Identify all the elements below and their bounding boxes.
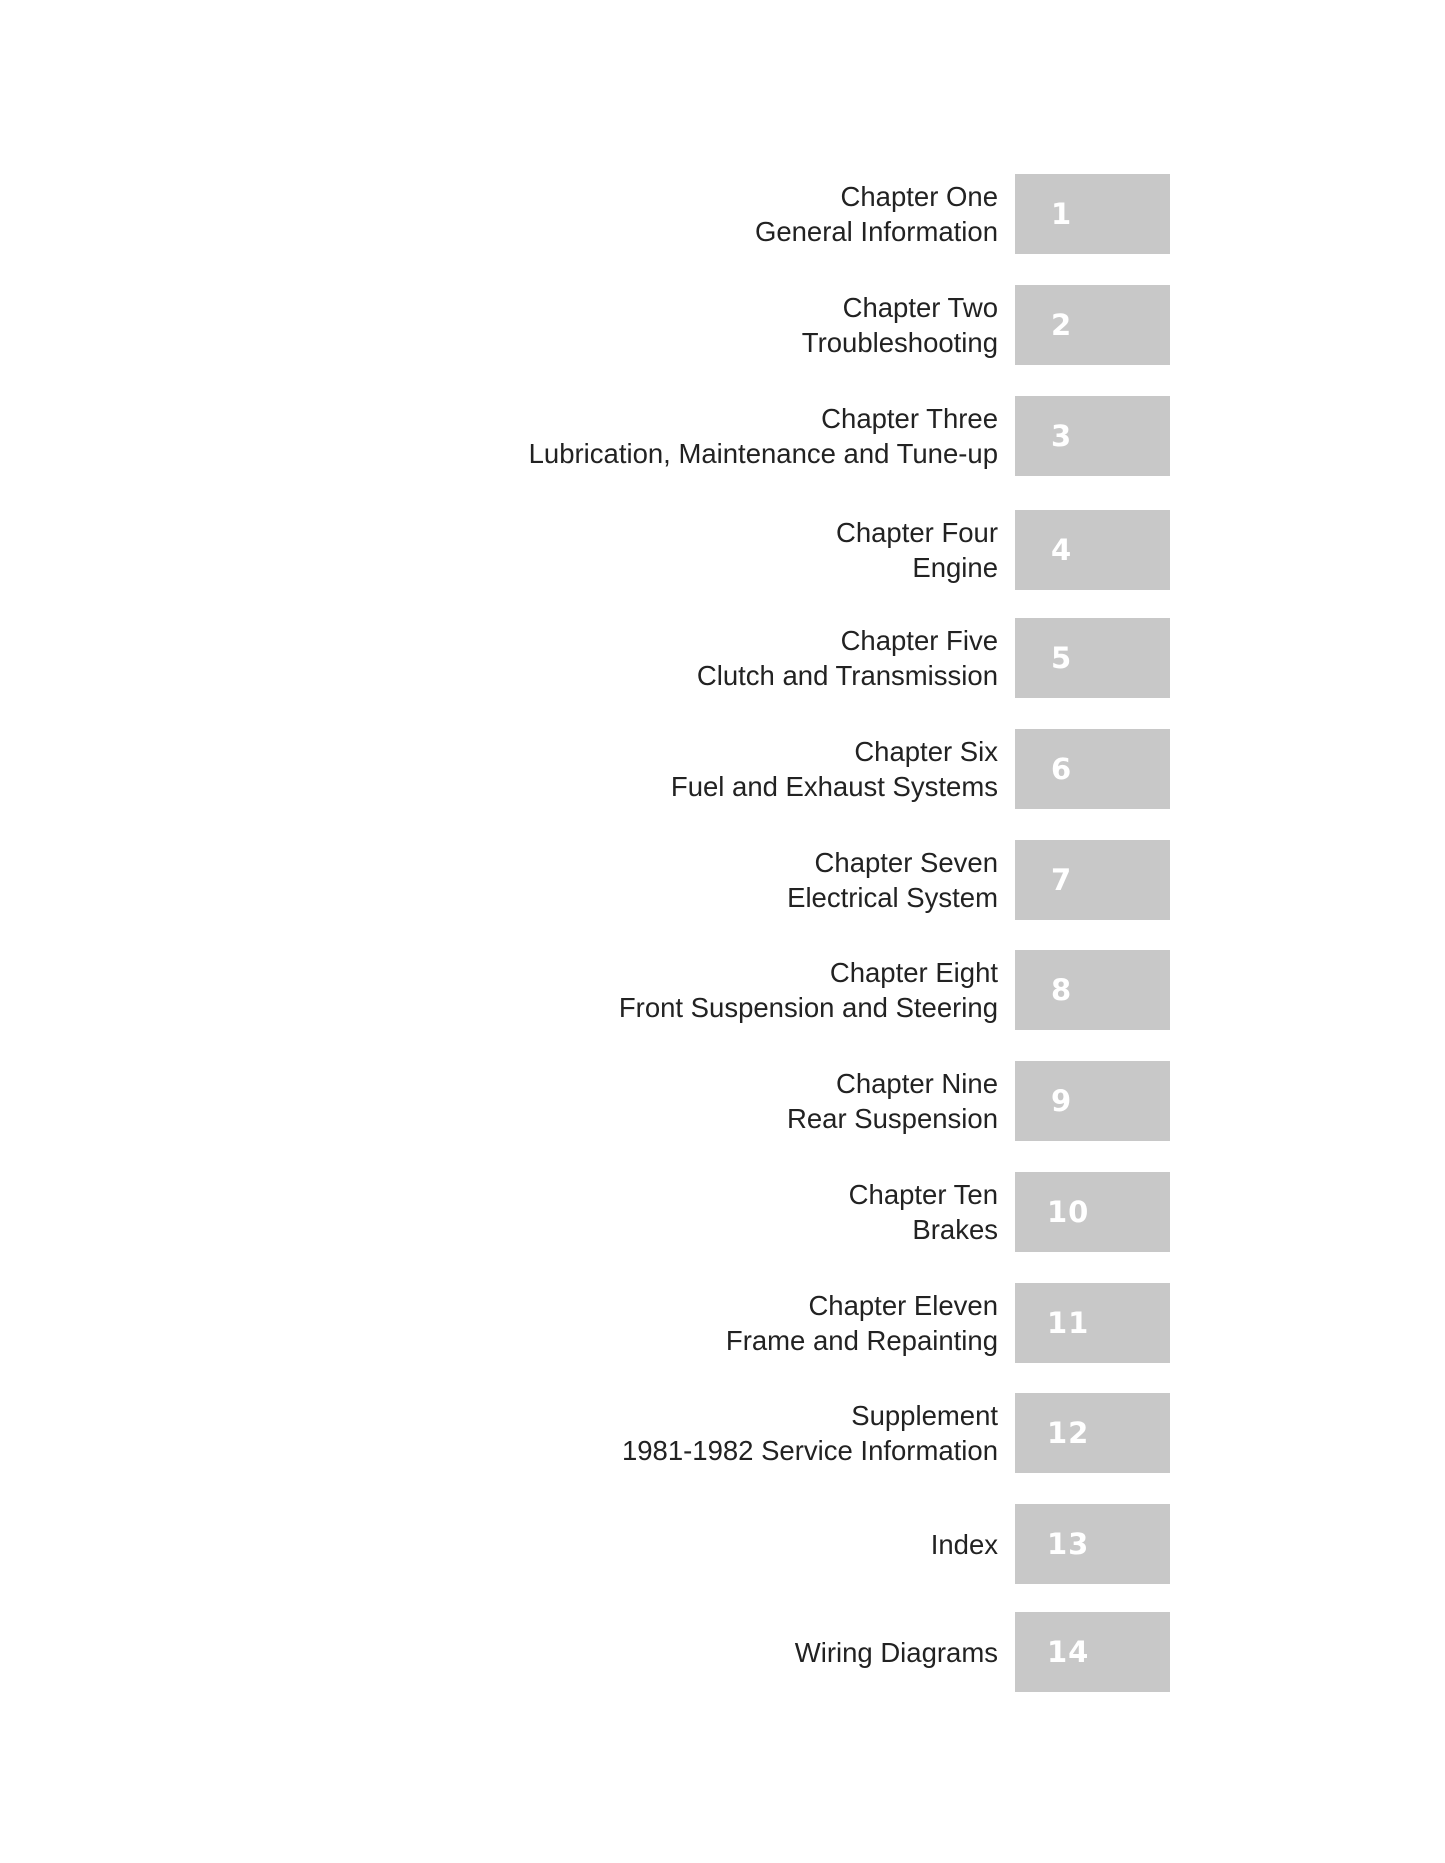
entry-labels — [529, 396, 998, 476]
entry-labels — [619, 950, 998, 1030]
chapter-title: Lubrication, Maintenance and Tune-up — [528, 438, 998, 469]
tab-number: 14 — [1047, 1635, 1090, 1669]
toc-entry-chapter-one[interactable] — [0, 174, 1445, 254]
chapter-tab-7[interactable] — [1015, 840, 1170, 920]
chapter-tab-5[interactable] — [1015, 618, 1170, 698]
chapter-title: General Information — [754, 216, 998, 247]
entry-labels — [726, 1283, 998, 1363]
chapter-tab-11[interactable] — [1015, 1283, 1170, 1363]
toc-entry-chapter-two[interactable] — [0, 285, 1445, 365]
toc-entry-chapter-six[interactable] — [0, 729, 1445, 809]
chapter-label: Chapter Three — [821, 403, 998, 434]
entry-labels — [931, 1504, 998, 1584]
chapter-title: Front Suspension and Steering — [618, 992, 998, 1023]
tab-number: 8 — [1051, 973, 1073, 1007]
chapter-tab-3[interactable] — [1015, 396, 1170, 476]
tab-number: 3 — [1051, 419, 1073, 453]
entry-labels — [671, 729, 998, 809]
toc-entry-index[interactable] — [0, 1504, 1445, 1584]
toc-entry-wiring-diagrams[interactable] — [0, 1612, 1445, 1692]
entry-labels — [787, 1061, 998, 1141]
tab-number: 1 — [1051, 197, 1073, 231]
entry-labels — [802, 285, 998, 365]
chapter-title: Frame and Repainting — [725, 1325, 998, 1356]
chapter-tab-12[interactable] — [1015, 1393, 1170, 1473]
toc-entry-chapter-eleven[interactable] — [0, 1283, 1445, 1363]
toc-entry-chapter-five[interactable] — [0, 618, 1445, 698]
chapter-label: Chapter Two — [842, 292, 998, 323]
chapter-label: Supplement — [851, 1400, 998, 1431]
chapter-title: Troubleshooting — [801, 327, 998, 358]
chapter-label: Chapter Nine — [835, 1068, 998, 1099]
toc-entry-chapter-three[interactable] — [0, 396, 1445, 476]
tab-number: 2 — [1051, 308, 1073, 342]
tab-number: 9 — [1051, 1084, 1073, 1118]
chapter-title: Engine — [912, 552, 998, 583]
tab-number: 6 — [1051, 752, 1073, 786]
tab-number: 12 — [1047, 1416, 1090, 1450]
chapter-label: Chapter Eleven — [808, 1290, 998, 1321]
tab-number: 10 — [1047, 1195, 1090, 1229]
chapter-title: Brakes — [912, 1214, 998, 1245]
entry-labels — [755, 174, 998, 254]
chapter-tab-13[interactable] — [1015, 1504, 1170, 1584]
chapter-title: Fuel and Exhaust Systems — [670, 771, 998, 802]
entry-labels — [795, 1612, 998, 1692]
tab-number: 4 — [1051, 533, 1073, 567]
chapter-title: Clutch and Transmission — [696, 660, 998, 691]
toc-entry-chapter-nine[interactable] — [0, 1061, 1445, 1141]
entry-labels — [697, 618, 998, 698]
toc-entry-chapter-eight[interactable] — [0, 950, 1445, 1030]
entry-labels — [622, 1393, 998, 1473]
tab-number: 13 — [1047, 1527, 1090, 1561]
chapter-tab-4[interactable] — [1015, 510, 1170, 590]
tab-number: 11 — [1047, 1306, 1090, 1340]
toc-entry-chapter-four[interactable] — [0, 510, 1445, 590]
tab-number: 7 — [1051, 863, 1073, 897]
toc-entry-supplement[interactable] — [0, 1393, 1445, 1473]
chapter-tab-10[interactable] — [1015, 1172, 1170, 1252]
chapter-tab-6[interactable] — [1015, 729, 1170, 809]
chapter-label: Chapter Ten — [848, 1179, 998, 1210]
chapter-tab-2[interactable] — [1015, 285, 1170, 365]
chapter-label: Chapter Six — [854, 736, 998, 767]
chapter-label: Chapter One — [840, 181, 998, 212]
chapter-label: Chapter Seven — [814, 847, 998, 878]
tab-number: 5 — [1051, 641, 1073, 675]
chapter-label: Chapter Five — [840, 625, 998, 656]
chapter-label: Chapter Eight — [829, 957, 998, 988]
entry-labels — [849, 1172, 998, 1252]
entry-labels — [787, 840, 998, 920]
toc-entry-chapter-seven[interactable] — [0, 840, 1445, 920]
chapter-label: Chapter Four — [835, 517, 998, 548]
toc-entry-chapter-ten[interactable] — [0, 1172, 1445, 1252]
chapter-tab-8[interactable] — [1015, 950, 1170, 1030]
chapter-title: Wiring Diagrams — [794, 1636, 998, 1668]
chapter-title: 1981-1982 Service Information — [621, 1435, 998, 1466]
chapter-tab-14[interactable] — [1015, 1612, 1170, 1692]
chapter-title: Electrical System — [787, 882, 998, 913]
chapter-tab-9[interactable] — [1015, 1061, 1170, 1141]
chapter-title: Index — [930, 1528, 998, 1560]
chapter-title: Rear Suspension — [787, 1103, 998, 1134]
entry-labels — [836, 510, 998, 590]
chapter-tab-1[interactable] — [1015, 174, 1170, 254]
